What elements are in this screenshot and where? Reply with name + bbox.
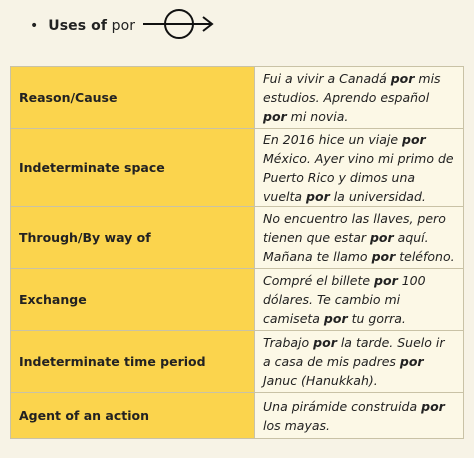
example-text: teléfono. bbox=[395, 249, 455, 264]
example-cell bbox=[255, 331, 464, 393]
title-keyword: por bbox=[111, 18, 136, 34]
category-cell: Through/By way of bbox=[11, 207, 255, 269]
example-text: aquí. Mañana te llamo bbox=[263, 230, 429, 264]
keyword-por: por bbox=[402, 131, 426, 147]
table-row bbox=[11, 393, 464, 439]
example-text: mis estudios. Aprendo español bbox=[263, 71, 441, 105]
uses-table bbox=[10, 66, 464, 439]
keyword-por: por bbox=[390, 71, 415, 86]
keyword-por: por bbox=[263, 109, 287, 124]
keyword-por: por bbox=[421, 398, 445, 414]
category-cell: Exchange bbox=[11, 269, 255, 331]
example-cell bbox=[255, 129, 464, 207]
category-cell: Agent of an action bbox=[11, 393, 255, 439]
example-text: México. Ayer vino mi primo de Puerto Rico y dimos una vuelta bbox=[263, 150, 454, 204]
keyword-por: por bbox=[369, 230, 394, 245]
example-cell bbox=[255, 269, 464, 331]
keyword-por: por bbox=[323, 311, 348, 326]
example-text: Januc (Hanukkah). bbox=[263, 373, 378, 388]
example-cell bbox=[255, 207, 464, 269]
table-row bbox=[11, 207, 464, 269]
circle-arrow-icon bbox=[141, 8, 217, 44]
table-row bbox=[11, 331, 464, 393]
table-row bbox=[11, 129, 464, 207]
example-text: Una pirámide construida bbox=[263, 398, 422, 414]
category-cell: Reason/Cause bbox=[11, 67, 255, 129]
example-text: En 2016 hice un viaje bbox=[263, 131, 402, 147]
keyword-por: por bbox=[399, 354, 424, 369]
keyword-por: por bbox=[371, 249, 396, 264]
section-title bbox=[48, 18, 135, 34]
category-cell: Indeterminate space bbox=[11, 129, 255, 207]
category-cell: Indeterminate time period bbox=[11, 331, 255, 393]
example-text: Trabajo bbox=[263, 335, 314, 350]
example-text: la tarde. Suelo ir a casa de mis padres bbox=[263, 335, 445, 369]
keyword-por: por bbox=[374, 273, 398, 288]
example-text: mi novia. bbox=[286, 109, 349, 124]
example-text: 100 dólares. Te cambio mi camiseta bbox=[263, 273, 426, 326]
example-text: Compré el billete bbox=[263, 273, 375, 288]
keyword-por: por bbox=[313, 335, 337, 350]
table-row bbox=[11, 67, 464, 129]
bullet: • bbox=[30, 18, 39, 34]
example-text: Fui a vivir a Canadá bbox=[263, 71, 391, 86]
example-cell bbox=[255, 67, 464, 129]
section-header bbox=[30, 10, 217, 42]
example-text: la universidad. bbox=[329, 188, 426, 204]
example-text: tu gorra. bbox=[347, 311, 406, 326]
example-cell bbox=[255, 393, 464, 439]
keyword-por: por bbox=[306, 188, 330, 204]
table-row bbox=[11, 269, 464, 331]
example-text: No encuentro las llaves, pero tienen que estar bbox=[263, 211, 446, 245]
example-text: los mayas. bbox=[263, 417, 330, 433]
title-bold: Uses of bbox=[48, 18, 108, 34]
